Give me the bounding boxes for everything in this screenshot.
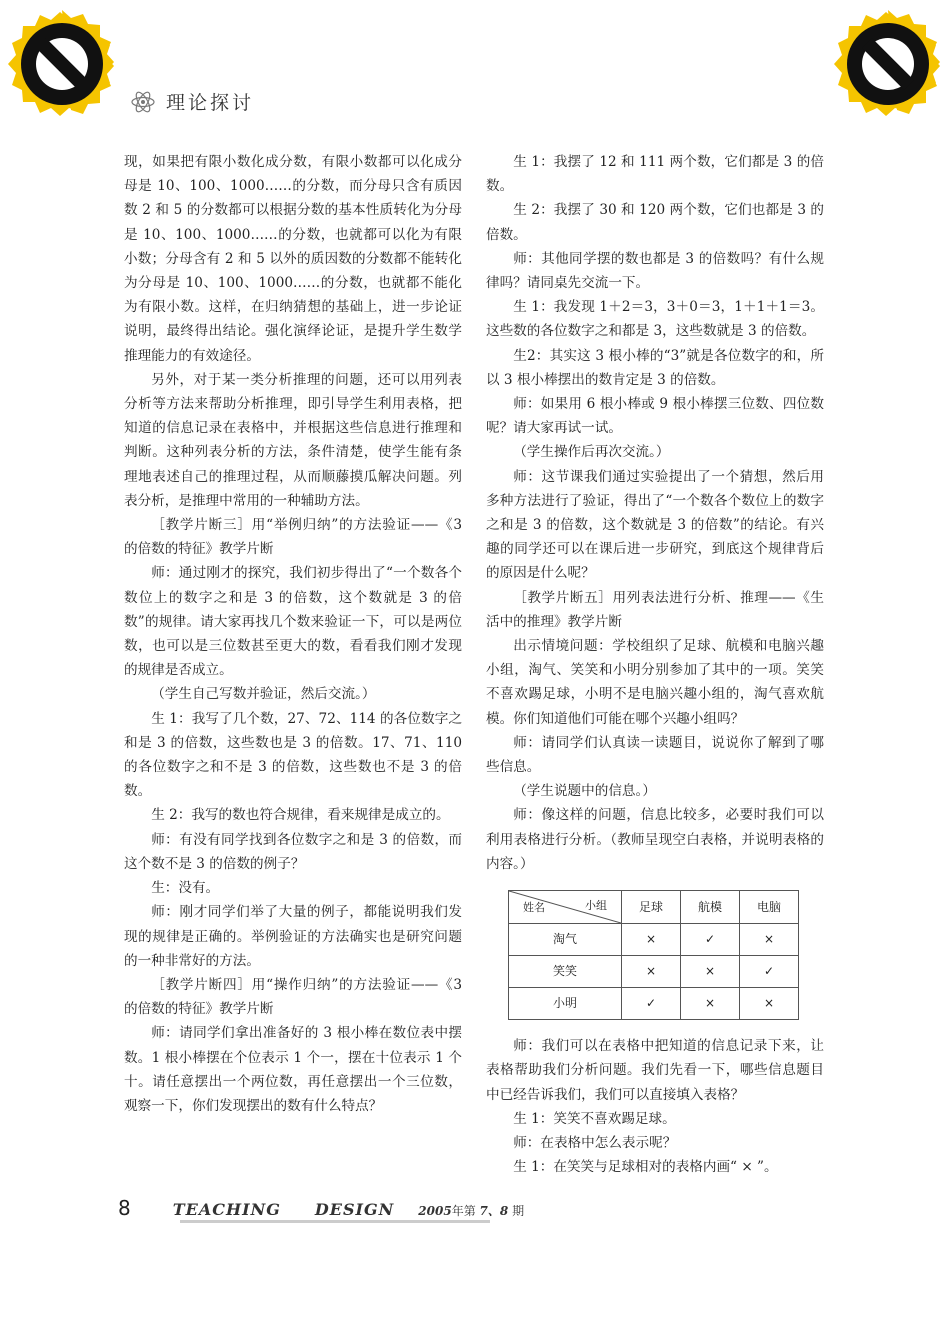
table-cell: ×	[622, 956, 681, 988]
paragraph: 生2：其实这 3 根小棒的“3”就是各位数字的和，所以 3 根小棒摆出的数肯定是 3 的倍数。	[486, 347, 824, 388]
paragraph: 生 1：笑笑不喜欢踢足球。	[513, 1110, 676, 1127]
interest-group-table	[508, 890, 799, 1020]
table-row	[509, 924, 799, 956]
paragraph: 师：请同学们认真读一读题目，说说你了解到了哪些信息。	[486, 734, 824, 776]
paragraph: 生：没有。	[151, 880, 220, 897]
paragraph: 出示情境问题：学校组织了足球、航模和电脑兴趣小组，淘气、笑笑和小明分别参加了其中的一项。笑笑不喜欢踢足球，小明不是电脑兴趣小组的，淘气喜欢航模。你们知道他们可能在哪个兴趣小组吗？	[486, 638, 824, 727]
paragraph: 师：如果用 6 根小棒或 9 根小棒摆三位数、四位数呢？请大家再试一试。	[486, 396, 824, 437]
table-cell: ×	[622, 924, 681, 956]
pdf-xchange-badge-icon[interactable]	[6, 8, 118, 120]
paragraph: ［教学片断五］用列表法进行分析、推理——《生活中的推理》教学片断	[486, 589, 824, 630]
footer-rule	[180, 1220, 490, 1223]
issue-info	[418, 1202, 524, 1219]
issue-year: 2005	[418, 1204, 452, 1218]
table-column-header: 电脑	[740, 891, 799, 924]
table-header-row	[509, 891, 799, 924]
paragraph: （学生操作后再次交流。）	[513, 444, 670, 461]
paragraph: 师：有没有同学找到各位数字之和是 3 的倍数，而这个数不是 3 的倍数的例子？	[124, 831, 462, 872]
paragraph: （学生说题中的信息。）	[513, 783, 656, 800]
table-corner-cell	[509, 891, 622, 924]
section-header	[130, 88, 254, 115]
paragraph: 生 1：在笑笑与足球相对的表格内画“ × ”。	[513, 1159, 778, 1176]
table-column-header: 足球	[622, 891, 681, 924]
page-number: 8	[118, 1196, 131, 1220]
paragraph: 现，如果把有限小数化成分数，有限小数都可以化成分母是 10、100、1000……的分数，而分母只含有质因数 2 和 5 的分数都可以根据分数的基本性质转化为分母是 10、100、1000……的分数，也就都可以化为有限小数；分母含有 2 和 5 以外的质因数的分数都不能转化为分母是 10、100、1000……的分数，也就都不能化为有限小数。这样，在归纳猜想的基础上，进一步论证说明，最终得出结论。强化演绎论证，是提升学生数学推理能力的有效途径。	[124, 154, 462, 364]
pdf-xchange-badge-icon[interactable]	[832, 8, 944, 120]
paragraph: 另外，对于某一类分析推理的问题，还可以用列表分析等方法来帮助分析推理，即引导学生利用表格，把知道的信息记录在表格中，并根据这些信息进行推理和判断。这种列表分析的方法，条件清楚，使学生能有条理地表述自己的推理过程，从而顺藤摸瓜解决问题。列表分析，是推理中常用的一种辅助方法。	[124, 371, 462, 509]
paragraph: 师：刚才同学们举了大量的例子，都能说明我们发现的规律是正确的。举例验证的方法确实也是研究问题的一种非常好的方法。	[124, 904, 462, 969]
paragraph: 生 1：我写了几个数，27、72、114 的各位数字之和是 3 的倍数，这些数也是 3 的倍数。17、71、110 的各位数字之和不是 3 的倍数，这些数也不是 3 的倍数。	[124, 710, 462, 800]
table-column-header: 航模	[681, 891, 740, 924]
table-row-name: 小明	[509, 988, 622, 1020]
paragraph: 生 1：我发现 1＋2＝3，3＋0＝3，1＋1＋1＝3。这些数的各位数字之和都是 3，这些数就是 3 的倍数。	[486, 299, 824, 340]
paragraph: 师：通过刚才的探究，我们初步得出了“一个数各个数位上的数字之和是 3 的倍数，这个数就是 3 的倍数”的规律。请大家再找几个数来验证一下，可以是两位数，也可以是三位数甚至更大的数，看看我们刚才发现的规律是否成立。	[124, 565, 462, 679]
issue-suffix: 期	[512, 1204, 525, 1218]
table-cell: ✓	[681, 924, 740, 956]
paragraph: ［教学片断四］用“操作归纳”的方法验证——《3 的倍数的特征》教学片断	[124, 976, 462, 1018]
paragraph: 师：像这样的问题，信息比较多，必要时我们可以利用表格进行分析。（教师呈现空白表格，并说明表格的内容。）	[486, 807, 824, 872]
magazine-name: TEACHING	[172, 1200, 281, 1219]
atom-logo-icon	[130, 89, 156, 115]
table-cell: ✓	[740, 956, 799, 988]
issue-year-suffix: 年第	[451, 1204, 476, 1218]
table-cell: ×	[681, 956, 740, 988]
right-column	[486, 150, 824, 1179]
paragraph: 师：其他同学摆的数也都是 3 的倍数吗？有什么规律吗？请同桌先交流一下。	[486, 250, 824, 292]
page-footer	[118, 1196, 524, 1220]
paragraph: 师：请同学们拿出准备好的 3 根小棒在数位表中摆数。1 根小棒摆在个位表示 1 个一，摆在十位表示 1 个十。请任意摆出一个两位数，再任意摆出一个三位数，观察一下，你们发现摆出的数有什么特点？	[124, 1025, 462, 1114]
corner-label-group: 小组	[585, 899, 607, 913]
table-row-name: 笑笑	[509, 956, 622, 988]
magazine-name-2: DESIGN	[314, 1200, 395, 1219]
paragraph: 师：在表格中怎么表示呢？	[513, 1134, 677, 1151]
table-row	[509, 956, 799, 988]
issue-number: 7、8	[479, 1204, 509, 1218]
table-row-name: 淘气	[509, 924, 622, 956]
table-cell: ×	[740, 988, 799, 1020]
paragraph: ［教学片断三］用“举例归纳”的方法验证——《3 的倍数的特征》教学片断	[124, 517, 462, 558]
paragraph: 师：我们可以在表格中把知道的信息记录下来，让表格帮助我们分析问题。我们先看一下，哪些信息题目中已经告诉我们，我们可以直接填入表格？	[486, 1038, 824, 1103]
paragraph: 生 2：我摆了 30 和 120 两个数，它们也都是 3 的倍数。	[486, 202, 824, 243]
paragraph: 生 2：我写的数也符合规律，看来规律是成立的。	[151, 807, 450, 824]
table-cell: ×	[681, 988, 740, 1020]
table-cell: ×	[740, 924, 799, 956]
left-column	[124, 150, 462, 1118]
paragraph: 生 1：我摆了 12 和 111 两个数，它们都是 3 的倍数。	[486, 154, 824, 195]
table-cell: ✓	[622, 988, 681, 1020]
paragraph: 师：这节课我们通过实验提出了一个猜想，然后用多种方法进行了验证，得出了“一个数各个数位上的数字之和是 3 的倍数，这个数就是 3 的倍数”的结论。有兴趣的同学还可以在课后进一步研究，到底这个规律背后的原因是什么呢？	[486, 468, 824, 582]
corner-label-name: 姓名	[523, 900, 545, 914]
paragraph: （学生自己写数并验证，然后交流。）	[151, 686, 376, 703]
table-row	[509, 988, 799, 1020]
section-title: 理论探讨	[166, 92, 255, 114]
